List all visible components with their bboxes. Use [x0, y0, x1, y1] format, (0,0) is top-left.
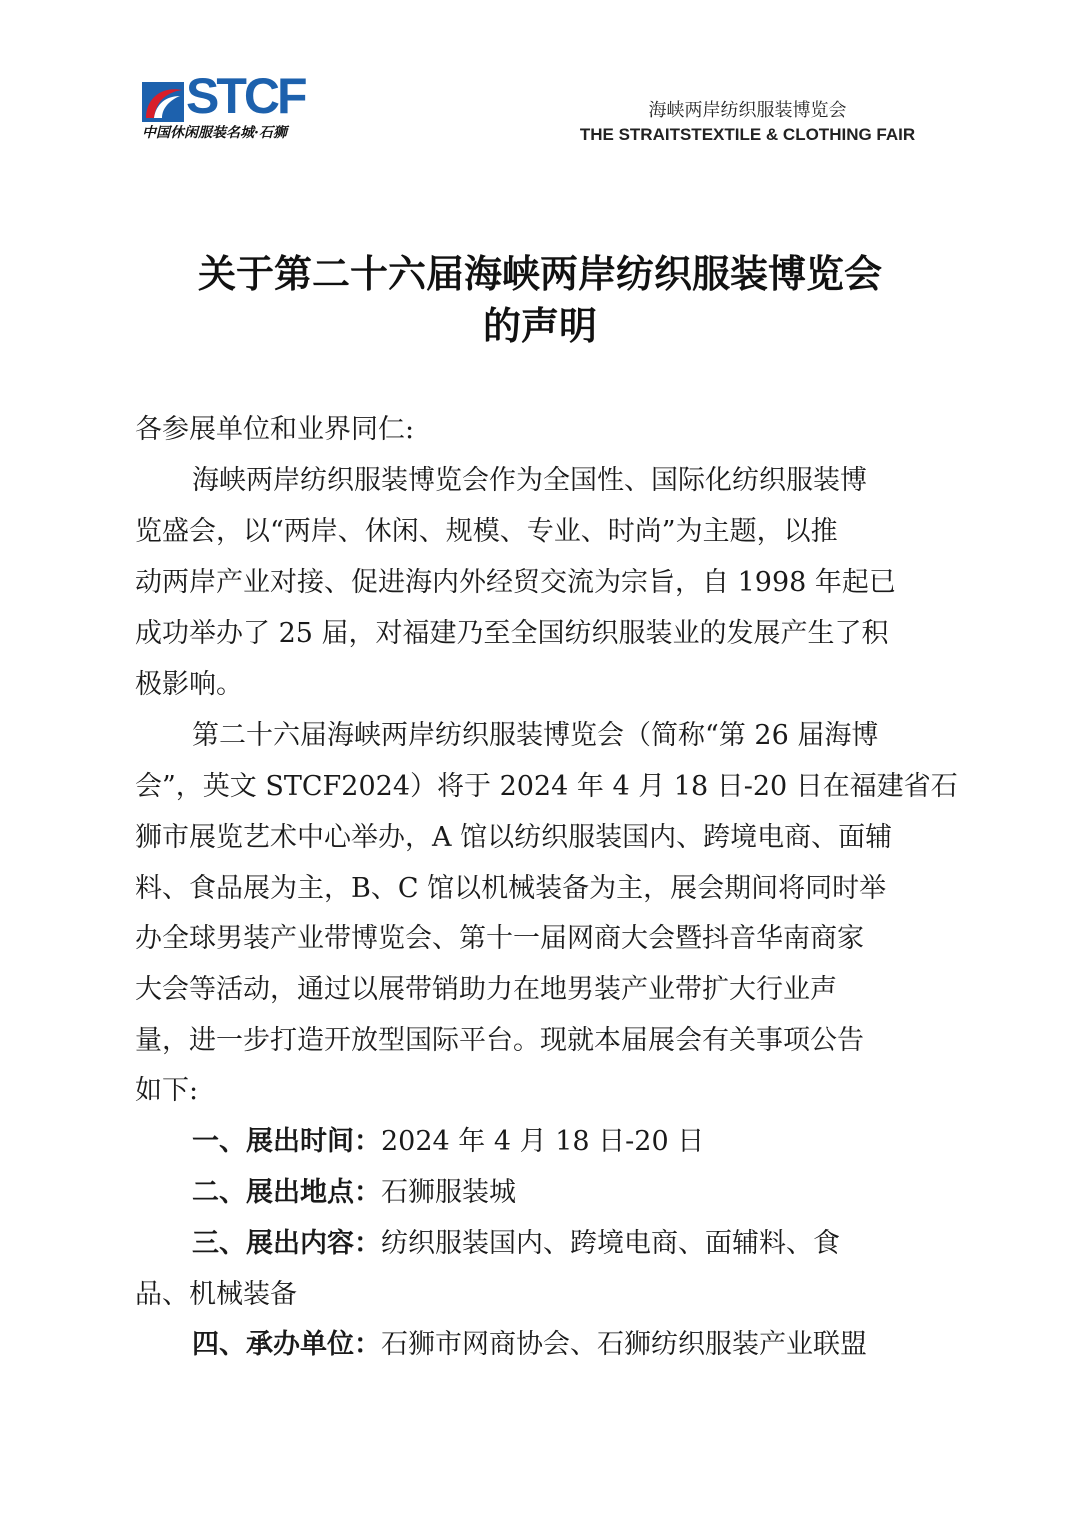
item-value: 2024 年 4 月 18 日-20 日	[381, 1126, 705, 1157]
logo-subtitle: 中国休闲服装名城·石狮	[142, 125, 287, 141]
paragraph-1-line: 成功举办了 25 届，对福建乃至全国纺织服装业的发展产生了积	[135, 618, 889, 649]
item-label: 一、展出时间：	[192, 1126, 381, 1157]
title-line-1: 关于第二十六届海峡两岸纺织服装博览会	[197, 251, 882, 296]
salutation: 各参展单位和业界同仁:	[135, 414, 415, 445]
item-exhibition-content	[192, 1224, 840, 1264]
paragraph-1-line: 动两岸产业对接、促进海内外经贸交流为宗旨，自 1998 年起已	[135, 567, 896, 598]
item-label: 四、承办单位：	[192, 1329, 381, 1360]
document-title	[100, 248, 980, 352]
paragraph-2-line: 会”，英文 STCF2024）将于 2024 年 4 月 18 日-20 日在福建省石	[135, 771, 958, 802]
title-line-2: 的声明	[482, 303, 597, 348]
item-label: 二、展出地点：	[192, 1177, 381, 1208]
paragraph-1-line: 览盛会，以“两岸、休闲、规模、专业、时尚”为主题，以推	[135, 516, 838, 547]
item-value: 石狮市网商协会、石狮纺织服装产业联盟	[381, 1329, 867, 1360]
item-exhibition-venue	[192, 1173, 516, 1213]
paragraph-2-line: 办全球男装产业带博览会、第十一届网商大会暨抖音华南商家	[135, 923, 864, 954]
item-value: 纺织服装国内、跨境电商、面辅料、食	[381, 1228, 840, 1259]
paragraph-1-line: 极影响。	[135, 669, 243, 700]
paragraph-1-line: 海峡两岸纺织服装博览会作为全国性、国际化纺织服装博	[192, 465, 867, 496]
item-exhibition-time	[192, 1122, 704, 1162]
stcf-logo	[140, 68, 320, 150]
paragraph-2-line: 料、食品展为主，B、C 馆以机械装备为主，展会期间将同时举	[135, 873, 887, 904]
organization-name-cn: 海峡两岸纺织服装博览会	[648, 100, 847, 121]
logo-wordmark: STCF	[186, 68, 305, 124]
item-value: 石狮服装城	[381, 1177, 516, 1208]
organization-name-en: THE STRAITSTEXTILE & CLOTHING FAIR	[579, 125, 916, 144]
logo-swirl-icon	[140, 80, 186, 124]
paragraph-2-line: 狮市展览艺术中心举办，A 馆以纺织服装国内、跨境电商、面辅	[135, 822, 893, 853]
paragraph-2-line: 大会等活动，通过以展带销助力在地男装产业带扩大行业声	[135, 974, 837, 1005]
paragraph-2-line: 如下:	[135, 1075, 199, 1106]
item-label: 三、展出内容：	[192, 1228, 381, 1259]
item-exhibition-content-continuation: 品、机械装备	[135, 1279, 297, 1310]
paragraph-2-line: 第二十六届海峡两岸纺织服装博览会（简称“第 26 届海博	[192, 720, 879, 751]
paragraph-2-line: 量，进一步打造开放型国际平台。现就本届展会有关事项公告	[135, 1025, 864, 1056]
item-organizer	[192, 1325, 867, 1365]
